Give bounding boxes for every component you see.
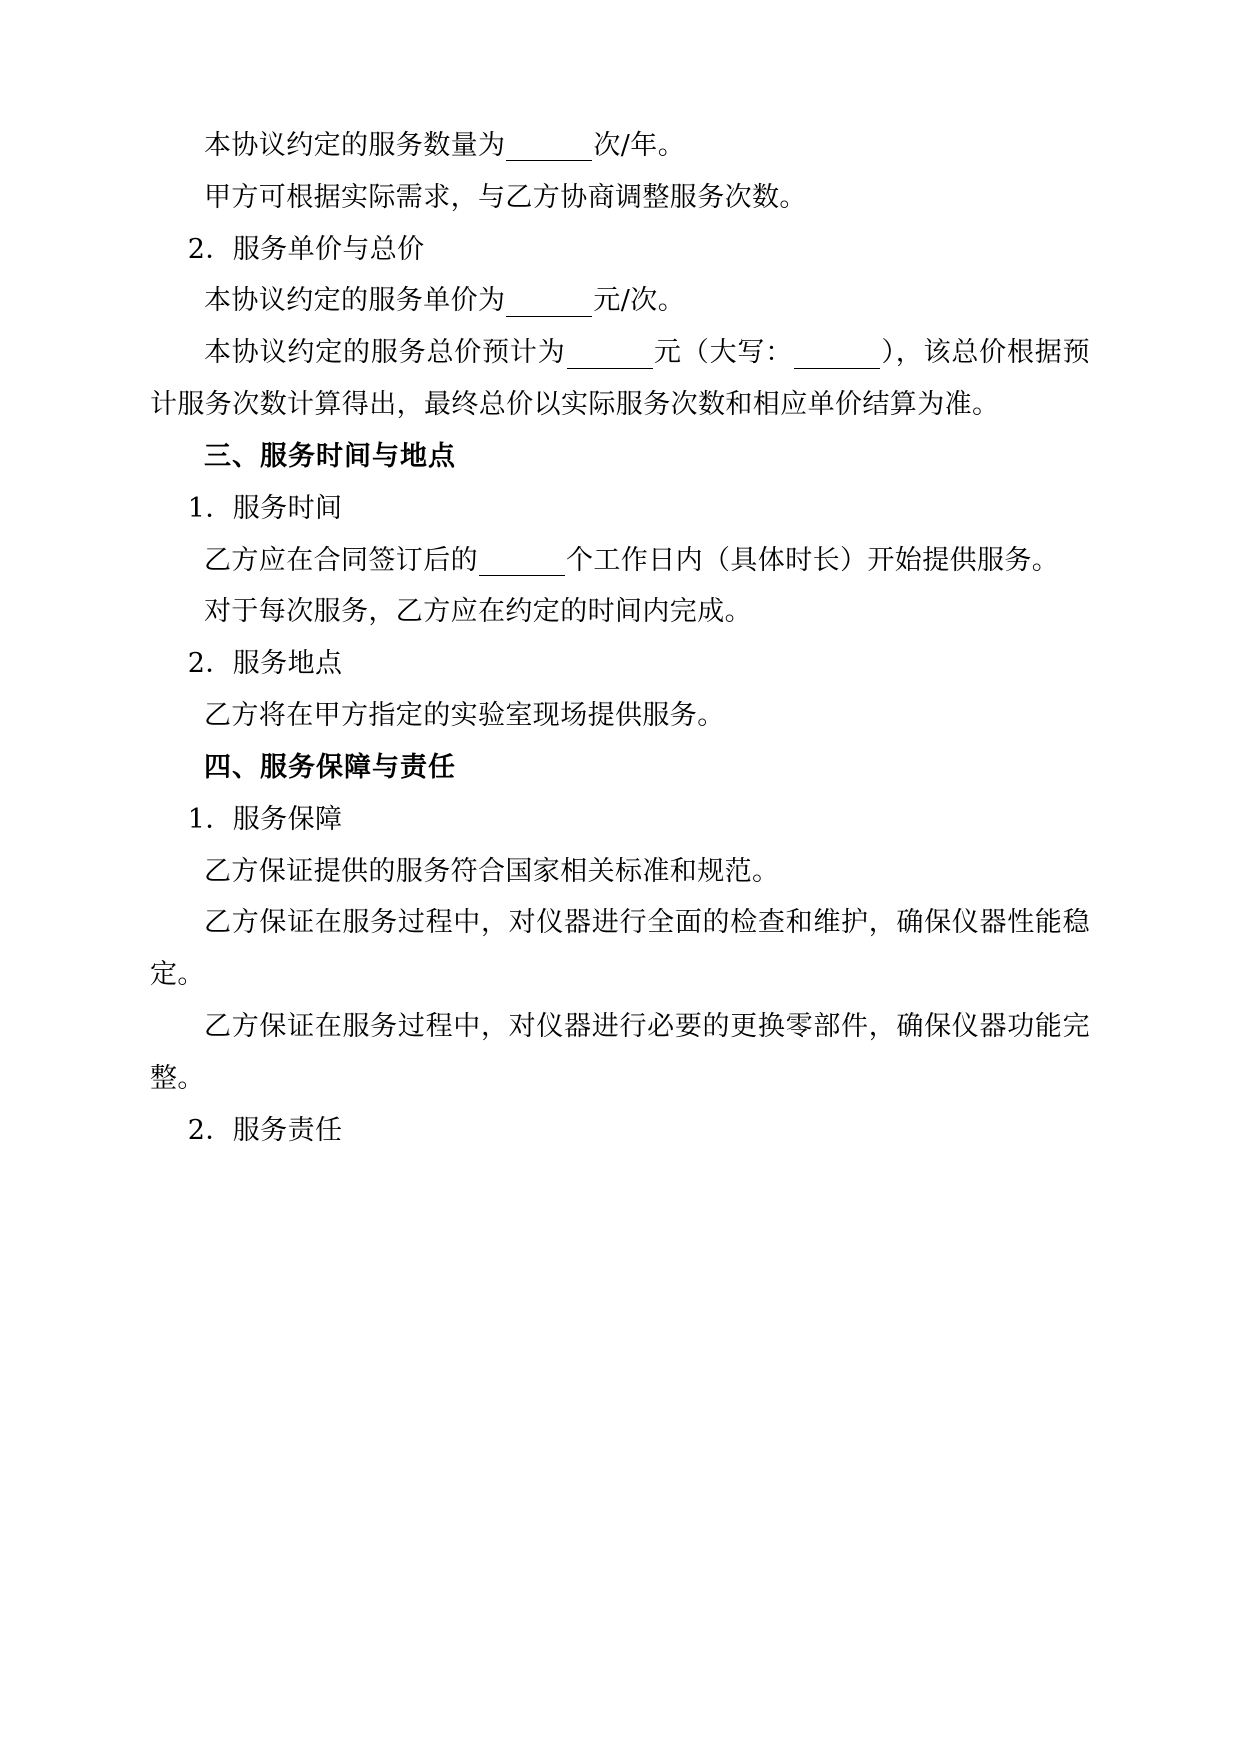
fill-in-blank[interactable] xyxy=(794,339,880,368)
text-run: 次/年。 xyxy=(593,130,686,161)
text-run: 本协议约定的服务数量为 xyxy=(204,130,506,161)
paragraph xyxy=(150,535,1090,587)
fill-in-blank[interactable] xyxy=(567,339,653,368)
paragraph xyxy=(150,1105,1090,1157)
text-run: 个工作日内（具体时长）开始提供服务。 xyxy=(566,544,1060,576)
text-run: 1．服务保障 xyxy=(187,803,343,835)
text-run: 三、服务时间与地点 xyxy=(204,440,456,472)
paragraph xyxy=(150,275,1090,327)
text-run: 元（大写： xyxy=(653,337,794,369)
paragraph xyxy=(150,172,1090,224)
paragraph xyxy=(150,483,1090,535)
text-run: 2．服务地点 xyxy=(187,648,343,680)
text-run: 元/次。 xyxy=(593,285,686,317)
paragraph xyxy=(150,690,1090,742)
text-run: 乙方将在甲方指定的实验室现场提供服务。 xyxy=(204,700,725,732)
text-run: 对于每次服务，乙方应在约定的时间内完成。 xyxy=(204,596,752,628)
text-run: 乙方保证提供的服务符合国家相关标准和规范。 xyxy=(204,855,780,887)
text-run: 乙方保证在服务过程中，对仪器进行必要的更换零部件，确保仪器功能完整。 xyxy=(150,1011,1090,1094)
text-run: 甲方可根据实际需求，与乙方协商调整服务次数。 xyxy=(204,181,807,213)
text-run: 乙方应在合同签订后的 xyxy=(204,544,478,576)
fill-in-blank[interactable] xyxy=(506,132,592,161)
paragraph xyxy=(150,327,1090,431)
fill-in-blank[interactable] xyxy=(506,287,592,316)
paragraph xyxy=(150,586,1090,638)
section-heading xyxy=(150,742,1090,794)
text-run: 2．服务单价与总价 xyxy=(187,233,425,265)
text-run: ），该总价根据预计服务次数计算得出，最终总价以实际服务次数和相应单价结算为准。 xyxy=(150,337,1091,421)
fill-in-blank[interactable] xyxy=(479,547,565,576)
paragraph xyxy=(150,638,1090,690)
paragraph xyxy=(150,897,1090,1001)
paragraph xyxy=(150,794,1090,846)
section-heading xyxy=(150,431,1090,483)
paragraph xyxy=(150,120,1090,172)
text-run: 乙方保证在服务过程中，对仪器进行全面的检查和维护，确保仪器性能稳定。 xyxy=(150,907,1090,991)
text-run: 本协议约定的服务单价为 xyxy=(204,285,506,317)
text-run: 本协议约定的服务总价预计为 xyxy=(204,337,566,369)
document-body xyxy=(150,120,1090,1157)
text-run: 2．服务责任 xyxy=(187,1114,343,1146)
paragraph xyxy=(150,1001,1090,1105)
paragraph xyxy=(150,224,1090,276)
text-run: 四、服务保障与责任 xyxy=(204,751,456,783)
paragraph xyxy=(150,846,1090,898)
text-run: 1．服务时间 xyxy=(187,492,343,524)
